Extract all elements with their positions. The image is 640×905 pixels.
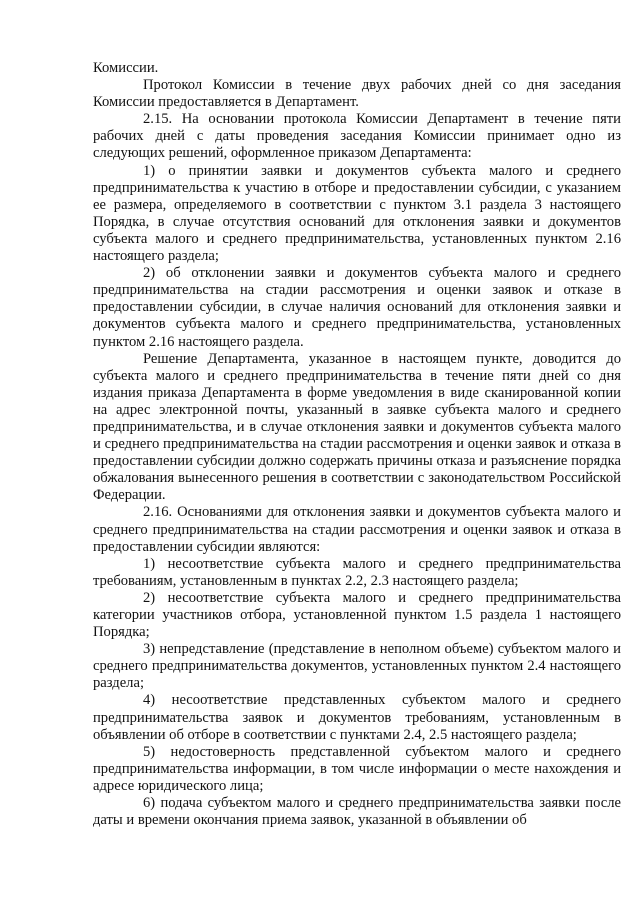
paragraph-2-16: 2.16. Основаниями для отклонения заявки и документов субъекта малого и среднего предпринимательства на стадии рассмотрения и оценки заявок и отказа в предоставлении субсидии являются: bbox=[93, 504, 621, 555]
list-item-2-15-2: 2) об отклонении заявки и документов субъекта малого и среднего предпринимательства на стадии рассмотрения и оценки заявок и отказе в предоставлении субсидии, в случае наличия оснований для отклонения заявки и документов субъекта малого и среднего предпринимательства, установленных пунктом 2.16 настоящего раздела. bbox=[93, 265, 621, 350]
list-item-2-16-2: 2) несоответствие субъекта малого и среднего предпринимательства категории участников отбора, установленной пунктом 1.5 раздела 1 настоящего Порядка; bbox=[93, 589, 621, 641]
list-item-2-16-1: 1) несоответствие субъекта малого и среднего предпринимательства требованиям, установленным в пунктах 2.2, 2.3 настоящего раздела; bbox=[93, 555, 621, 589]
paragraph-protocol-delivery: Протокол Комиссии в течение двух рабочих дней со дня заседания Комиссии предоставляется в Департамент. bbox=[93, 77, 621, 111]
list-item-2-16-6: 6) подача субъектом малого и среднего предпринимательства заявки после даты и времени окончания приема заявок, указанной в объявлении об bbox=[93, 795, 621, 829]
document-page bbox=[93, 60, 621, 829]
list-item-2-16-5: 5) недостоверность представленной субъектом малого и среднего предпринимательства информации, в том числе информации о месте нахождения и адресе юридического лица; bbox=[93, 743, 621, 794]
list-item-2-15-1: 1) о принятии заявки и документов субъекта малого и среднего предпринимательства к участию в отборе и предоставлении субсидии, с указанием ее размера, определяемого в соответствии с пунктом 3.1 раздела 3 настоящего Порядка, в случае отсутствия оснований для отклонения заявки и документов субъекта малого и среднего предпринимательства, установленных пунктом 2.16 настоящего раздела; bbox=[93, 162, 621, 265]
list-item-2-16-4: 4) несоответствие представленных субъектом малого и среднего предпринимательства заявок и документов требованиям, установленным в объявлении об отборе в соответствии с пунктами 2.4, 2.5 настоящего раздела; bbox=[93, 692, 621, 743]
paragraph-continuation: Комиссии. bbox=[93, 60, 159, 76]
list-item-2-16-3: 3) непредставление (представление в неполном объеме) субъектом малого и среднего предпринимательства документов, установленных пунктом 2.4 настоящего раздела; bbox=[93, 641, 621, 692]
paragraph-2-15: 2.15. На основании протокола Комиссии Департамент в течение пяти рабочих дней с даты проведения заседания Комиссии принимает одно из следующих решений, оформленное приказом Департамента: bbox=[93, 111, 621, 162]
paragraph-decision-notice: Решение Департамента, указанное в настоящем пункте, доводится до субъекта малого и среднего предпринимательства в течение пяти дней со дня издания приказа Департамента в форме уведомления в виде сканированной копии на адрес электронной почты, указанный в заявке субъекта малого и среднего предпринимательства, и в случае отклонения заявки и документов субъекта малого и среднего предпринимательства на стадии рассмотрения и оценки заявок и отказа в предоставлении субсидии должно содержать причины отказа и разъяснение порядка обжалования вынесенного решения в соответствии с законодательством Российской Федерации. bbox=[93, 350, 621, 504]
